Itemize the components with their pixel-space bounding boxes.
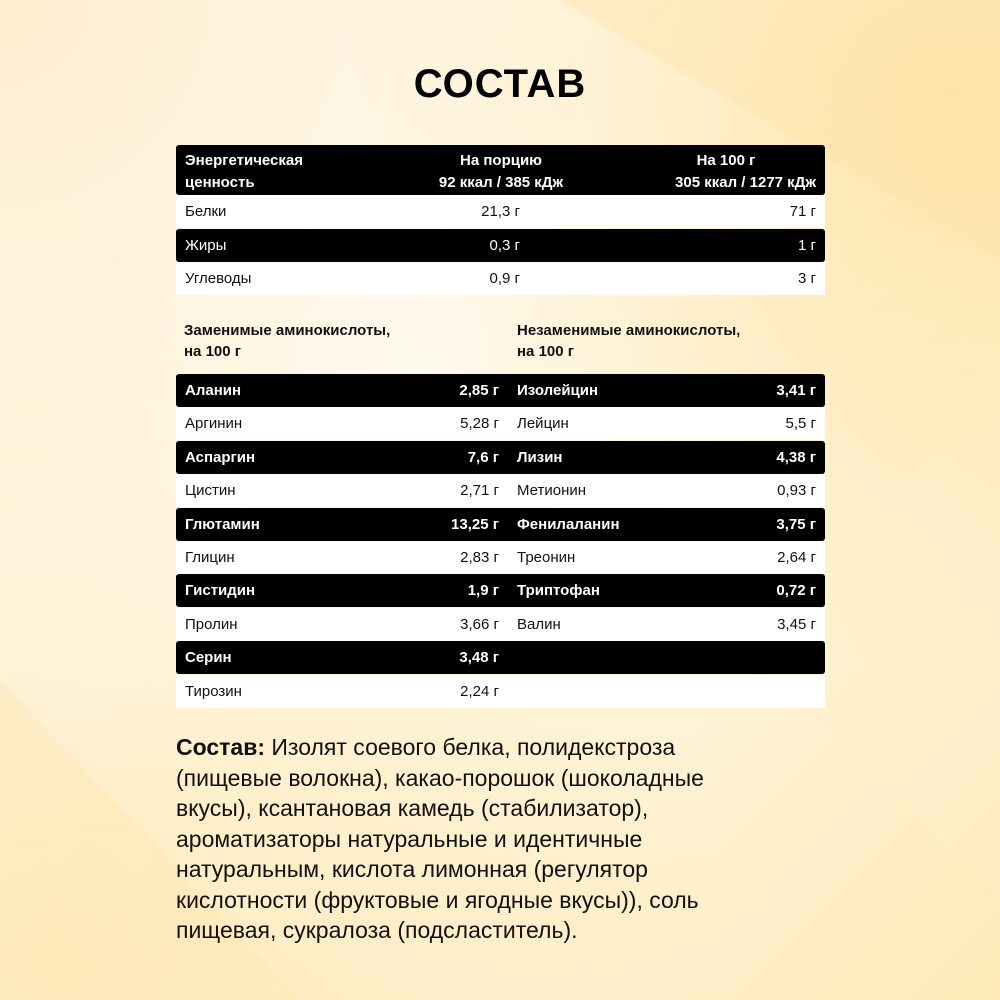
replaceable-amino-name: Аргинин bbox=[185, 415, 243, 432]
replaceable-amino-name: Гистидин bbox=[185, 582, 256, 599]
essential-amino-name: Изолейцин bbox=[517, 382, 599, 399]
nutrition-row bbox=[176, 229, 825, 262]
replaceable-amino-value: 2,71 г bbox=[460, 482, 499, 499]
essential-amino-value: 3,75 г bbox=[776, 516, 816, 533]
essential-amino-value: 2,64 г bbox=[777, 549, 816, 566]
amino-row bbox=[176, 675, 825, 708]
nutrient-name: Углеводы bbox=[185, 270, 252, 287]
replaceable-amino-value: 7,6 г bbox=[467, 449, 499, 466]
essential-amino-value: 0,93 г bbox=[777, 482, 816, 499]
composition-label: Состав: bbox=[176, 734, 266, 760]
composition-line: вкусы), ксантановая камедь (стабилизатор), bbox=[176, 795, 649, 821]
per100-header: На 100 г 305 ккал / 1277 кДж bbox=[675, 152, 816, 191]
nutrient-name: Жиры bbox=[185, 237, 227, 254]
nutrient-per100-value: 1 г bbox=[798, 237, 816, 254]
composition-line: пищевая, сукралоза (подсластитель). bbox=[176, 917, 578, 943]
composition-line: натуральным, кислота лимонная (регулятор bbox=[176, 856, 648, 882]
essential-amino-name: Лизин bbox=[517, 449, 563, 466]
replaceable-amino-value: 3,48 г bbox=[459, 649, 499, 666]
essential-amino-name: Метионин bbox=[517, 482, 587, 499]
nutrient-portion-value: 0,9 г bbox=[489, 270, 520, 287]
amino-row bbox=[176, 574, 825, 607]
amino-row bbox=[176, 441, 825, 474]
replaceable-amino-name: Тирозин bbox=[185, 683, 242, 700]
amino-row bbox=[176, 508, 825, 541]
essential-amino-name: Триптофан bbox=[517, 582, 600, 599]
replaceable-amino-heading: Заменимые аминокислоты, на 100 г bbox=[184, 322, 391, 360]
amino-row bbox=[176, 374, 825, 407]
replaceable-amino-name: Пролин bbox=[185, 616, 238, 633]
replaceable-amino-value: 13,25 г bbox=[451, 516, 499, 533]
nutrient-name: Белки bbox=[185, 203, 227, 220]
composition-line: Изолят соевого белка, полидекстроза bbox=[265, 734, 676, 760]
replaceable-amino-name: Серин bbox=[185, 649, 232, 666]
essential-amino-value: 5,5 г bbox=[785, 415, 816, 432]
essential-amino-value: 4,38 г bbox=[776, 449, 816, 466]
composition-text bbox=[176, 732, 856, 946]
replaceable-amino-name: Глютамин bbox=[185, 516, 260, 533]
energy-label: Энергетическая ценность bbox=[185, 152, 303, 191]
page-title: СОСТАВ bbox=[413, 62, 587, 106]
essential-amino-name: Треонин bbox=[517, 549, 576, 566]
composition-line: (пищевые волокна), какао-порошок (шоколадные bbox=[176, 764, 704, 791]
amino-row bbox=[176, 608, 825, 641]
nutrient-per100-value: 71 г bbox=[789, 203, 816, 220]
essential-amino-value: 0,72 г bbox=[776, 582, 816, 599]
replaceable-amino-value: 5,28 г bbox=[460, 415, 499, 432]
replaceable-amino-value: 3,66 г bbox=[460, 616, 499, 633]
nutrition-header bbox=[176, 145, 825, 195]
amino-row bbox=[176, 641, 825, 674]
composition-line: кислотности (фруктовые и ягодные вкусы)), соль bbox=[176, 886, 699, 913]
essential-amino-name: Лейцин bbox=[517, 415, 569, 432]
nutrition-row bbox=[176, 195, 825, 228]
replaceable-amino-name: Аспаргин bbox=[185, 449, 256, 466]
composition-line: ароматизаторы натуральные и идентичные bbox=[176, 825, 643, 852]
nutrient-portion-value: 0,3 г bbox=[489, 237, 520, 254]
nutrition-row bbox=[176, 262, 825, 295]
nutrient-per100-value: 3 г bbox=[798, 270, 816, 287]
amino-row bbox=[176, 407, 825, 440]
portion-header: На порцию 92 ккал / 385 кДж bbox=[438, 152, 564, 191]
replaceable-amino-value: 2,85 г bbox=[459, 382, 499, 399]
replaceable-amino-name: Глицин bbox=[185, 549, 235, 566]
replaceable-amino-value: 1,9 г bbox=[467, 582, 499, 599]
essential-amino-heading: Незаменимые аминокислоты, на 100 г bbox=[517, 322, 741, 360]
essential-amino-name: Валин bbox=[517, 616, 561, 633]
nutrient-portion-value: 21,3 г bbox=[481, 203, 520, 220]
essential-amino-value: 3,41 г bbox=[776, 382, 816, 399]
essential-amino-value: 3,45 г bbox=[777, 616, 816, 633]
essential-amino-name: Фенилаланин bbox=[517, 516, 620, 533]
replaceable-amino-value: 2,24 г bbox=[460, 683, 499, 700]
replaceable-amino-name: Цистин bbox=[185, 482, 236, 499]
replaceable-amino-name: Аланин bbox=[185, 382, 242, 399]
replaceable-amino-value: 2,83 г bbox=[460, 549, 499, 566]
amino-row bbox=[176, 474, 825, 507]
amino-row bbox=[176, 541, 825, 574]
